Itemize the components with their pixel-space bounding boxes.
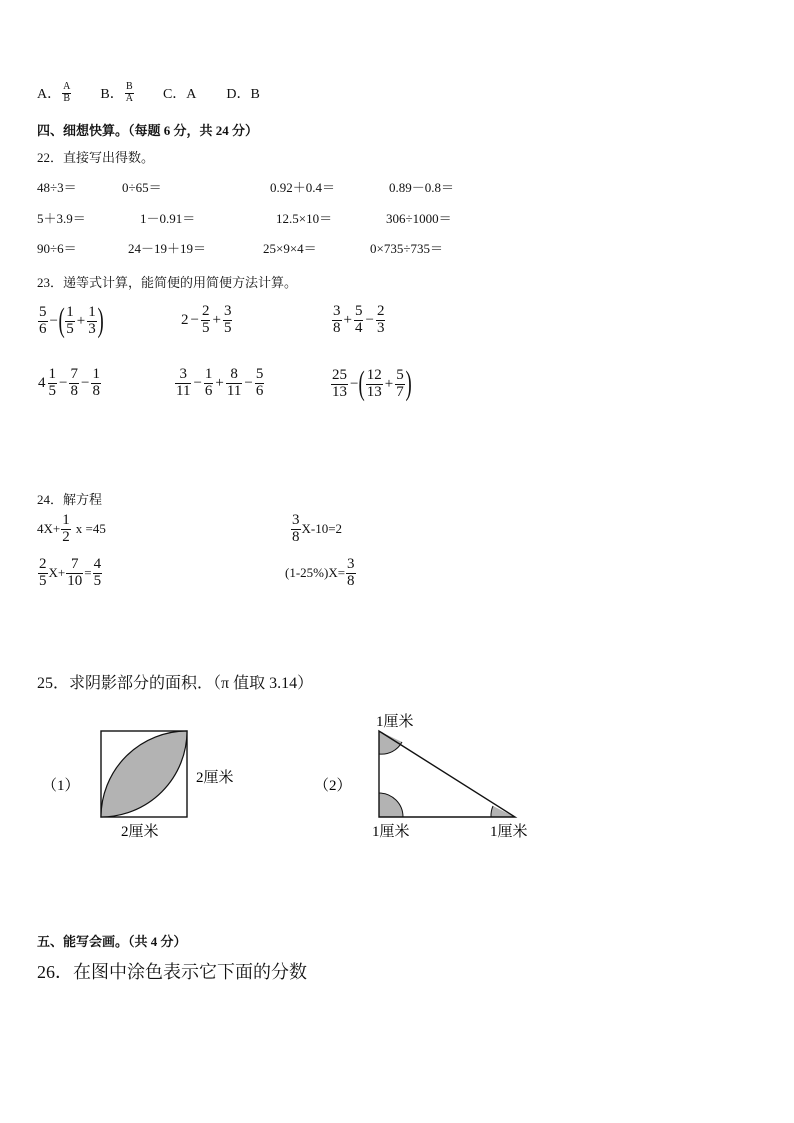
q23-expr-3: $\frac{3}{8}$ + $\frac{5}{4}$ − $\frac{2}{3}$ [333, 303, 385, 336]
q25-figures [0, 700, 794, 860]
section-4-title: 四、细想快算。（每题 6 分，共 24 分） [37, 123, 259, 138]
q22-stem: 22．直接写出得数。 [37, 150, 155, 165]
fig2-label: （2） [314, 778, 352, 794]
q24-stem: 24．解方程 [37, 492, 103, 507]
calc-item: 306÷1000＝ [386, 211, 452, 226]
q23-expr-5: $\frac{3}{11}$ − $\frac{1}{6}$ + $\frac{8}{11}$ − $\frac{5}{6}$ [176, 366, 264, 399]
option-a: A． $\frac{A}{B}$ [37, 81, 71, 104]
calc-item: 24－19＋19＝ [128, 241, 207, 256]
option-b: B． $\frac{B}{A}$ [100, 81, 133, 104]
fig2-top-label: 1厘米 [376, 714, 414, 730]
q25-stem: 25．求阴影部分的面积．（π 值取 3.14） [37, 675, 314, 692]
option-c: C．A [162, 87, 197, 102]
fig1-label: （1） [42, 778, 80, 794]
q23-stem: 23．递等式计算，能简便的用简便方法计算。 [37, 275, 298, 290]
q26-stem: 26．在图中涂色表示它下面的分数 [37, 962, 307, 982]
calc-item: 1－0.91＝ [140, 211, 196, 226]
calc-item: 90÷6＝ [37, 241, 77, 256]
calc-item: 0×735÷735＝ [370, 241, 443, 256]
q24-eq-3: $\frac{2}{5}$ X+ $\frac{7}{10}$ = $\frac{4}{5}$ [39, 556, 102, 589]
q24-eq-1: 4X+ $\frac{1}{2}$ x =45 [37, 512, 106, 545]
calc-item: 0.92＋0.4＝ [270, 180, 336, 195]
q24-eq-2: $\frac{3}{8}$ X-10=2 [292, 512, 343, 545]
fig2-bottom-right-label: 1厘米 [490, 824, 528, 840]
section-5-title: 五、能写会画。（共 4 分） [37, 934, 187, 949]
calc-item: 5＋3.9＝ [37, 211, 86, 226]
fig2-bottom-left-label: 1厘米 [372, 824, 410, 840]
calc-item: 48÷3＝ [37, 180, 77, 195]
calc-item: 12.5×10＝ [276, 211, 333, 226]
option-d: D．B [226, 87, 260, 102]
fig1-shaded-leaf [101, 731, 187, 817]
calc-item: 25×9×4＝ [263, 241, 317, 256]
fig1-bottom-label: 2厘米 [121, 824, 159, 840]
q23-expr-1: $\frac{5}{6}$ − ( $\frac{1}{5}$ + $\frac{1}{3}$ ) [39, 302, 104, 339]
fig1-side-label: 2厘米 [196, 770, 234, 786]
q23-expr-6: $\frac{25}{13}$ − ( $\frac{12}{13}$ + $\frac{5}{7}$ ) [332, 365, 412, 402]
q24-eq-4: (1-25%)X= $\frac{3}{8}$ [285, 556, 355, 589]
calc-item: 0÷65＝ [122, 180, 162, 195]
q23-expr-2: 2 − $\frac{2}{5}$ + $\frac{3}{5}$ [181, 303, 232, 336]
q21-options [37, 82, 260, 104]
calc-item: 0.89－0.8＝ [389, 180, 455, 195]
q23-expr-4: 4 $\frac{1}{5}$ − $\frac{7}{8}$ − $\frac{1}{8}$ [38, 366, 100, 399]
